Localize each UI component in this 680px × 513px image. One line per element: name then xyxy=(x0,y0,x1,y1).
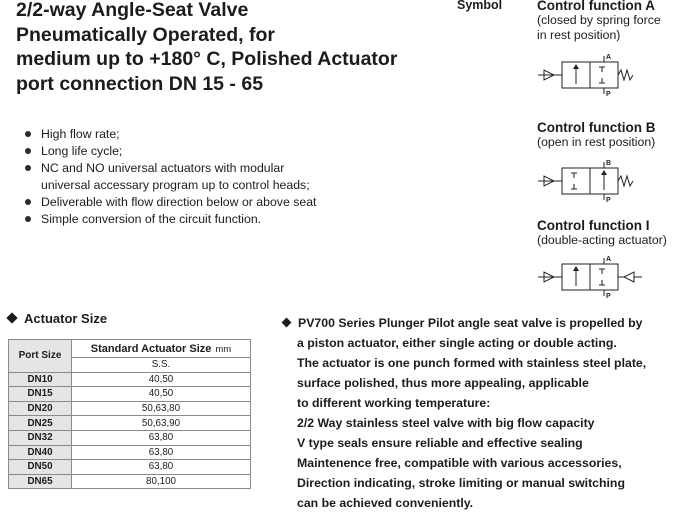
table-row xyxy=(9,460,251,475)
size-cell: 80,100 xyxy=(72,474,251,489)
port-cell: DN10 xyxy=(9,372,72,387)
table-row xyxy=(9,387,251,402)
control-function-title: Control function I xyxy=(537,218,650,233)
description-line: The actuator is one punch formed with stainless steel plate, xyxy=(297,356,647,370)
actuator-size-label: Actuator Size xyxy=(24,311,108,326)
size-cell: 50,63,90 xyxy=(72,416,251,431)
port-cell: DN50 xyxy=(9,460,72,475)
control-function-i xyxy=(537,218,667,248)
description-line: 2/2 Way stainless steel valve with big flow capacity xyxy=(297,416,595,430)
port-cell: DN25 xyxy=(9,416,72,431)
product-description xyxy=(283,313,680,513)
table-row xyxy=(9,372,251,387)
feature-item: High flow rate; xyxy=(22,126,316,143)
title-line: medium up to +180° C, Polished Actuator xyxy=(16,48,398,70)
description-line: Maintenence free, compatible with various accessories, xyxy=(297,456,622,470)
feature-item: Deliverable with flow direction below or above seat xyxy=(22,194,316,211)
feature-item-continued: universal accessary program up to control heads; xyxy=(41,178,310,192)
description-line: PV700 Series Plunger Pilot angle seat valve is propelled by xyxy=(283,313,680,333)
port-label: A xyxy=(606,54,612,61)
port-label: P xyxy=(606,91,611,98)
table-row xyxy=(9,430,251,445)
control-function-desc: in rest position) xyxy=(537,28,621,42)
port-cell: DN32 xyxy=(9,430,72,445)
title-line: Pneumatically Operated, for xyxy=(16,23,275,46)
port-cell: DN40 xyxy=(9,445,72,460)
valve-symbol-a xyxy=(536,52,646,98)
table-row xyxy=(9,445,251,460)
control-function-a xyxy=(537,0,661,43)
title-line: 2/2-way Angle-Seat Valve xyxy=(16,0,249,21)
valve-symbol-b xyxy=(536,158,646,204)
control-function-desc: (double-acting actuator) xyxy=(537,233,667,247)
diamond-bullet-icon xyxy=(6,312,17,323)
size-cell: 63,80 xyxy=(72,430,251,445)
page-title xyxy=(16,0,456,96)
table-row xyxy=(9,416,251,431)
control-function-desc: (closed by spring force xyxy=(537,13,661,27)
feature-list xyxy=(22,126,316,228)
size-cell: 63,80 xyxy=(72,445,251,460)
port-cell: DN15 xyxy=(9,387,72,402)
feature-item: NC and NO universal actuators with modular xyxy=(22,160,316,177)
unit-label: mm xyxy=(215,343,232,355)
description-line: V type seals ensure reliable and effective sealing xyxy=(297,436,583,450)
table-row xyxy=(9,474,251,489)
port-cell: DN65 xyxy=(9,474,72,489)
column-header-port: Port Size xyxy=(9,340,72,373)
table-row xyxy=(9,401,251,416)
feature-item: Simple conversion of the circuit function. xyxy=(22,211,316,228)
title-line: port connection DN 15 - 65 xyxy=(16,72,264,95)
column-header-std xyxy=(72,340,251,358)
description-line: Direction indicating, stroke limiting or manual switching xyxy=(297,476,625,490)
control-function-title: Control function A xyxy=(537,0,655,13)
description-line: to different working temperature: xyxy=(297,396,491,410)
size-cell: 40,50 xyxy=(72,387,251,402)
feature-item: Long life cycle; xyxy=(22,143,316,160)
description-line: surface polished, thus more appealing, applicable xyxy=(297,376,589,390)
description-line: a piston actuator, either single acting or double acting. xyxy=(297,336,617,350)
actuator-size-table xyxy=(8,339,251,489)
size-cell: 63,80 xyxy=(72,460,251,475)
port-label: P xyxy=(606,293,611,300)
symbol-header: Symbol xyxy=(457,0,503,12)
port-label: A xyxy=(606,256,612,263)
diamond-bullet-icon xyxy=(282,318,292,328)
size-cell: 40,50 xyxy=(72,372,251,387)
control-function-title: Control function B xyxy=(537,120,656,135)
std-label: Standard Actuator Size xyxy=(90,342,212,355)
description-line: can be achieved conveniently. xyxy=(297,496,474,510)
size-cell: 50,63,80 xyxy=(72,401,251,416)
control-function-desc: (open in rest position) xyxy=(537,135,656,149)
sub-header-ss: S.S. xyxy=(72,358,251,373)
control-function-b xyxy=(537,120,655,150)
port-label: P xyxy=(606,197,611,204)
port-label: B xyxy=(606,160,612,167)
actuator-size-heading xyxy=(8,311,107,326)
port-cell: DN20 xyxy=(9,401,72,416)
valve-symbol-i xyxy=(536,254,646,300)
